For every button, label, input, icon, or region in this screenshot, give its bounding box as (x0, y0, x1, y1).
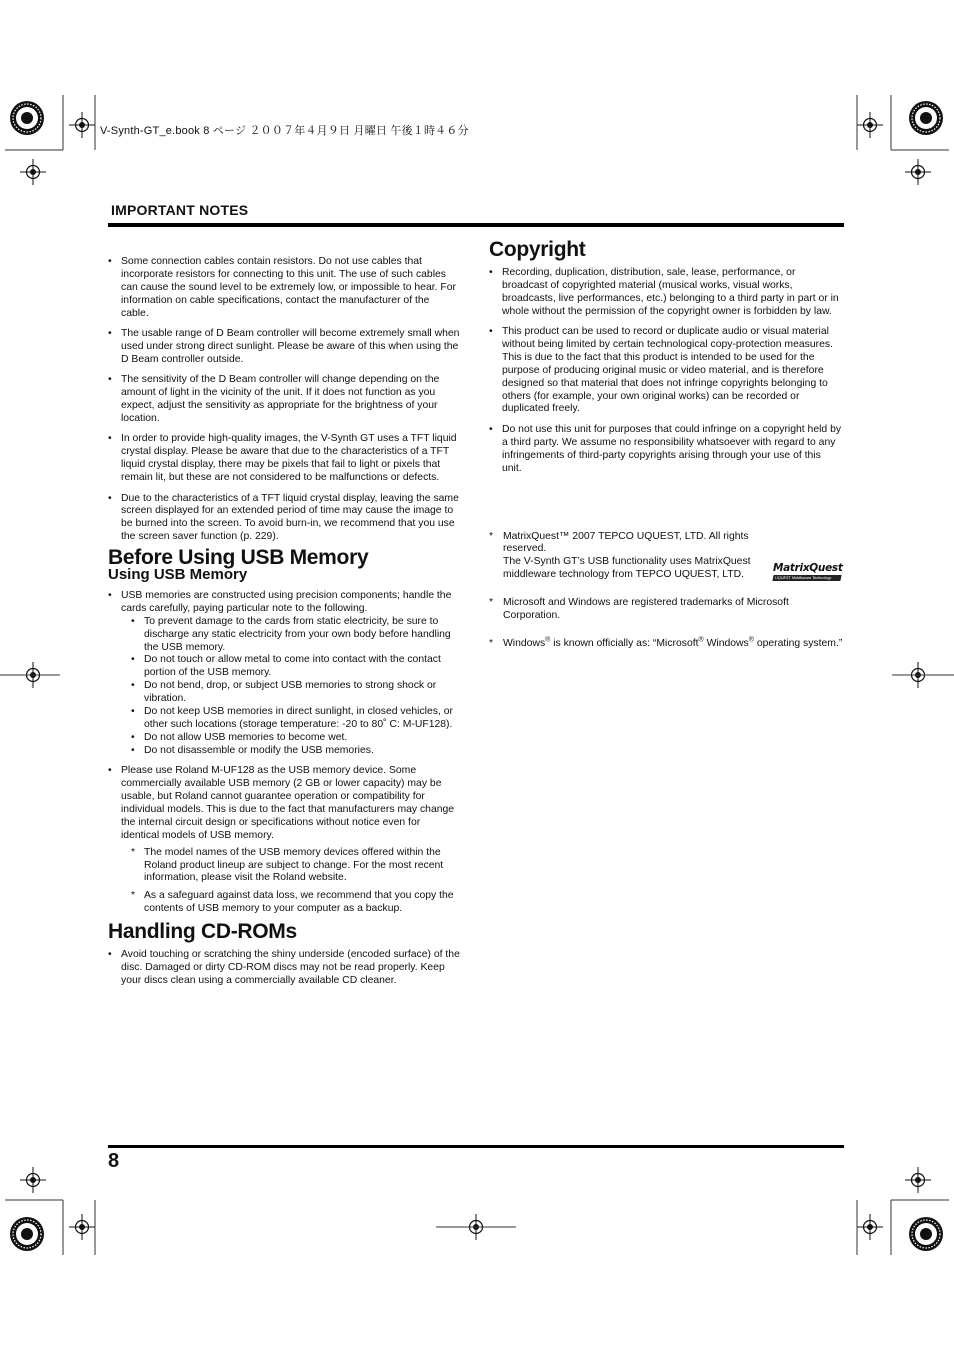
windows-trademark: * Windows® is known officially as: “Microsoft® Windows® operating system.” (489, 638, 843, 651)
matrixquest-logo (773, 562, 841, 584)
matrixquest-line2: The V-Synth GT’s USB functionality uses MatrixQuest middleware technology from TEPCO UQUEST, LTD. (503, 556, 751, 581)
left-column (108, 256, 460, 995)
list-item: • Do not disassemble or modify the USB memories. (131, 745, 460, 758)
matrixquest-trademark (489, 531, 761, 583)
list-item: • In order to provide high-quality images, the V-Synth GT uses a TFT liquid crystal display. Please be aware that due to the characteristics of a TFT liquid crystal display, there may be pixels that fail to light or pixels that remain lit, but these are not considered to be malfunctions or defects. (108, 433, 460, 485)
usb-sub-list (121, 616, 460, 758)
cdrom-heading: Handling CD-ROMs (108, 920, 297, 944)
page-number: 8 (108, 1150, 120, 1172)
usb-bullet-text: USB memories are constructed using precision components; handle the cards carefully, paying particular note to the following. (121, 589, 452, 614)
list-item: • The usable range of D Beam controller will become extremely small when used under strong direct sunlight. Please be aware of this when using the D Beam controller outside. (108, 328, 460, 367)
sunburst-mark-top-right (909, 101, 943, 135)
list-item: • Recording, duplication, distribution, sale, lease, performance, or broadcast of copyrighted material (musical works, visual works, broadcasts, live performances, etc.) belonging to a third party in part or in whole without the permission of the copyright owner is forbidden by law. (489, 267, 843, 319)
list-item: • This product can be used to record or duplicate audio or visual material without being limited by certain technological copy-protection measures. This is due to the fact that this product is intended to be used for the purpose of producing original music or video material, and is therefore designed so that material that does not infringe copyrights belonging to others (for example, your own original works) can be recorded or duplicated freely. (489, 326, 843, 416)
sunburst-mark-bottom-left (10, 1217, 44, 1251)
usb-subheading: Using USB Memory (108, 566, 248, 584)
top-rule (108, 223, 844, 227)
list-item: • The sensitivity of the D Beam controller will change depending on the amount of light in the vicinity of the unit. If it does not function as you expect, adjust the sensitivity as appropriate for the brightness of your location. (108, 374, 460, 426)
list-item (108, 590, 460, 758)
list-item: • Do not use this unit for purposes that could infringe on a copyright held by a third party. We assume no responsibility whatsoever with regard to any infringements of third-party copyrights arising through your use of this unit. (489, 424, 843, 476)
copyright-heading: Copyright (489, 238, 586, 261)
microsoft-trademark: * Microsoft and Windows are registered trademarks of Microsoft Corporation. (489, 597, 843, 623)
usb-notes-list (121, 847, 460, 917)
intro-bullet-list (108, 256, 460, 544)
right-column (489, 238, 843, 651)
usb-bullet-text: Please use Roland M-UF128 as the USB memory device. Some commercially available USB memory (2 GB or lower capacity) may be usable, but Roland cannot guarantee operation or compatibility for individual models. This is due to the fact that manufacturers may change the internal circuit design or specifications without notice even for identical models of USB memory. (121, 765, 455, 841)
sunburst-mark-bottom-right (909, 1217, 943, 1251)
cdrom-bullet-list (108, 949, 460, 988)
list-item: • Do not keep USB memories in direct sunlight, in closed vehicles, or other such locations (storage temperature: -20 to 80˚ C: M-UF128). (131, 706, 460, 732)
list-item: • Do not bend, drop, or subject USB memories to strong shock or vibration. (131, 680, 460, 706)
matrixquest-logo-tagline: UQUEST Middleware Technology (772, 575, 841, 581)
list-item: • Do not allow USB memories to become wet. (131, 732, 460, 745)
list-item: * As a safeguard against data loss, we recommend that you copy the contents of USB memory to your computer as a backup. (131, 890, 460, 916)
list-item: • Some connection cables contain resistors. Do not use cables that incorporate resistors for connecting to this unit. The use of such cables can cause the sound level to be extremely low, or impossible to hear. For information on cable specifications, contact the manufacturer of the cable. (108, 256, 460, 321)
usb-heading: Before Using USB Memory (108, 546, 369, 570)
list-item (108, 765, 460, 916)
matrixquest-line1: * MatrixQuest™ 2007 TEPCO UQUEST, LTD. All rights reserved. (503, 530, 749, 555)
list-item: • Due to the characteristics of a TFT liquid crystal display, leaving the same screen displayed for an extended period of time may cause the image to be burned into the screen. To avoid burn-in, we recommend that you use the screen saver function (p. 229). (108, 493, 460, 545)
usb-bullet-list (108, 590, 460, 916)
list-item: • Do not touch or allow metal to come into contact with the contact portion of the USB memory. (131, 654, 460, 680)
copyright-bullet-list (489, 267, 843, 476)
list-item: * The model names of the USB memory devices offered within the Roland product lineup are subject to change. For the most recent information, please visit the Roland website. (131, 847, 460, 886)
list-item: • Avoid touching or scratching the shiny underside (encoded surface) of the disc. Damaged or dirty CD-ROM discs may not be read properly. Keep your discs clean using a commercially available CD cleaner. (108, 949, 460, 988)
bottom-rule (108, 1145, 844, 1148)
section-label: IMPORTANT NOTES (111, 202, 249, 218)
list-item: • To prevent damage to the cards from static electricity, be sure to discharge any static electricity from your own body before handling the USB memory. (131, 616, 460, 655)
matrixquest-logo-wordmark: MatrixQuest (773, 562, 843, 574)
sunburst-mark-top-left (10, 101, 44, 135)
book-info-header: V-Synth-GT_e.book 8 ページ ２００７年４月９日 月曜日 午後１時４６分 (100, 125, 469, 137)
